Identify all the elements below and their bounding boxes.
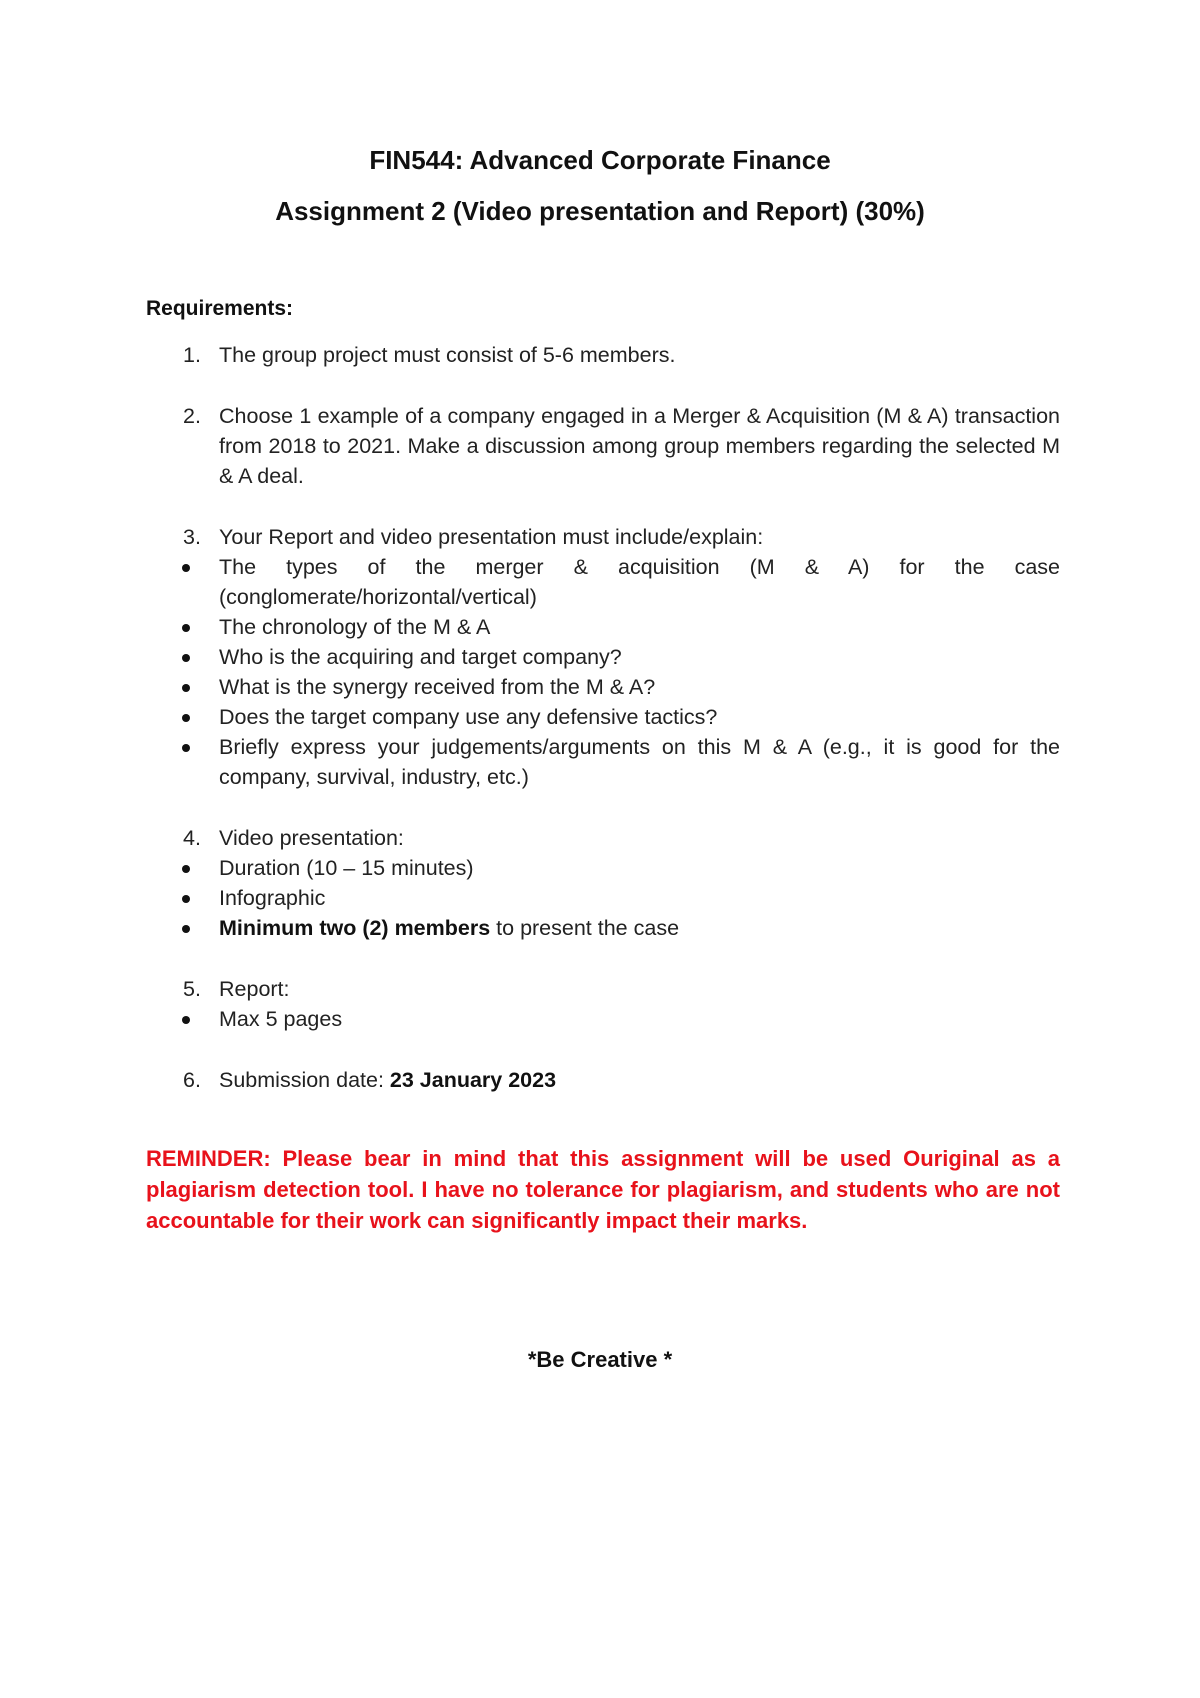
bullet-item: Duration (10 – 15 minutes) [146, 853, 1060, 883]
requirement-item-6 [146, 1065, 1060, 1095]
bullet-item: Who is the acquiring and target company? [146, 642, 1060, 672]
bullet-item: Does the target company use any defensive tactics? [146, 702, 1060, 732]
bullet-item: What is the synergy received from the M & A? [146, 672, 1060, 702]
bullet-dot-icon [182, 895, 190, 903]
item-text: Report: [219, 977, 290, 1001]
bullet-dot-icon [182, 1016, 190, 1024]
requirement-item-2 [146, 401, 1060, 491]
item-number: 2. [183, 404, 201, 428]
bullet-list [146, 1004, 1060, 1034]
document-title: FIN544: Advanced Corporate Finance [369, 145, 831, 175]
bullet-dot-icon [182, 865, 190, 873]
item-text: Choose 1 example of a company engaged in a Merger & Acquisition (M & A) transaction from 2018 to 2021. Make a discussion among group members regarding the selected M & A deal. [219, 404, 1060, 488]
bullet-list [146, 552, 1060, 792]
requirements-heading: Requirements: [146, 297, 294, 320]
item-number: 5. [183, 977, 201, 1001]
bullet-item: Briefly express your judgements/arguments on this M & A (e.g., it is good for the company, survival, industry, etc.) [146, 732, 1060, 792]
bullet-list [146, 853, 1060, 943]
item-number: 6. [183, 1068, 201, 1092]
bullet-dot-icon [182, 714, 190, 722]
requirement-item-5 [146, 974, 1060, 1034]
item-number: 1. [183, 343, 201, 367]
item-number: 3. [183, 525, 201, 549]
bullet-dot-icon [182, 624, 190, 632]
document-subtitle: Assignment 2 (Video presentation and Report) (30%) [275, 196, 925, 226]
bullet-dot-icon [182, 925, 190, 933]
bullet-dot-icon [182, 654, 190, 662]
bullet-dot-icon [182, 684, 190, 692]
bullet-item: The types of the merger & acquisition (M & A) for the case (conglomerate/horizontal/vertical) [146, 552, 1060, 612]
plagiarism-reminder: REMINDER: Please bear in mind that this assignment will be used Ouriginal as a plagiarism detection tool. I have no tolerance for plagiarism, and students who are not accountable for their work can significantly impact their marks. [146, 1146, 1060, 1233]
requirement-item-1 [146, 340, 1060, 370]
bullet-dot-icon [182, 564, 190, 572]
requirement-item-4 [146, 823, 1060, 943]
bullet-item: Infographic [146, 883, 1060, 913]
closing-note: *Be Creative * [527, 1347, 673, 1372]
submission-date: 23 January 2023 [389, 1068, 557, 1092]
bullet-dot-icon [182, 744, 190, 752]
item-text: Video presentation: [219, 826, 404, 850]
bullet-item: The chronology of the M & A [146, 612, 1060, 642]
item-text [219, 1065, 1060, 1095]
requirement-item-3 [146, 522, 1060, 792]
submission-label: Submission date: [219, 1068, 390, 1092]
requirements-list [146, 340, 1060, 1126]
item-text: The group project must consist of 5-6 members. [219, 343, 676, 367]
item-number: 4. [183, 826, 201, 850]
bullet-item: Minimum two (2) members to present the case [146, 913, 1060, 943]
item-text: Your Report and video presentation must include/explain: [219, 525, 764, 549]
bullet-item: Max 5 pages [146, 1004, 1060, 1034]
